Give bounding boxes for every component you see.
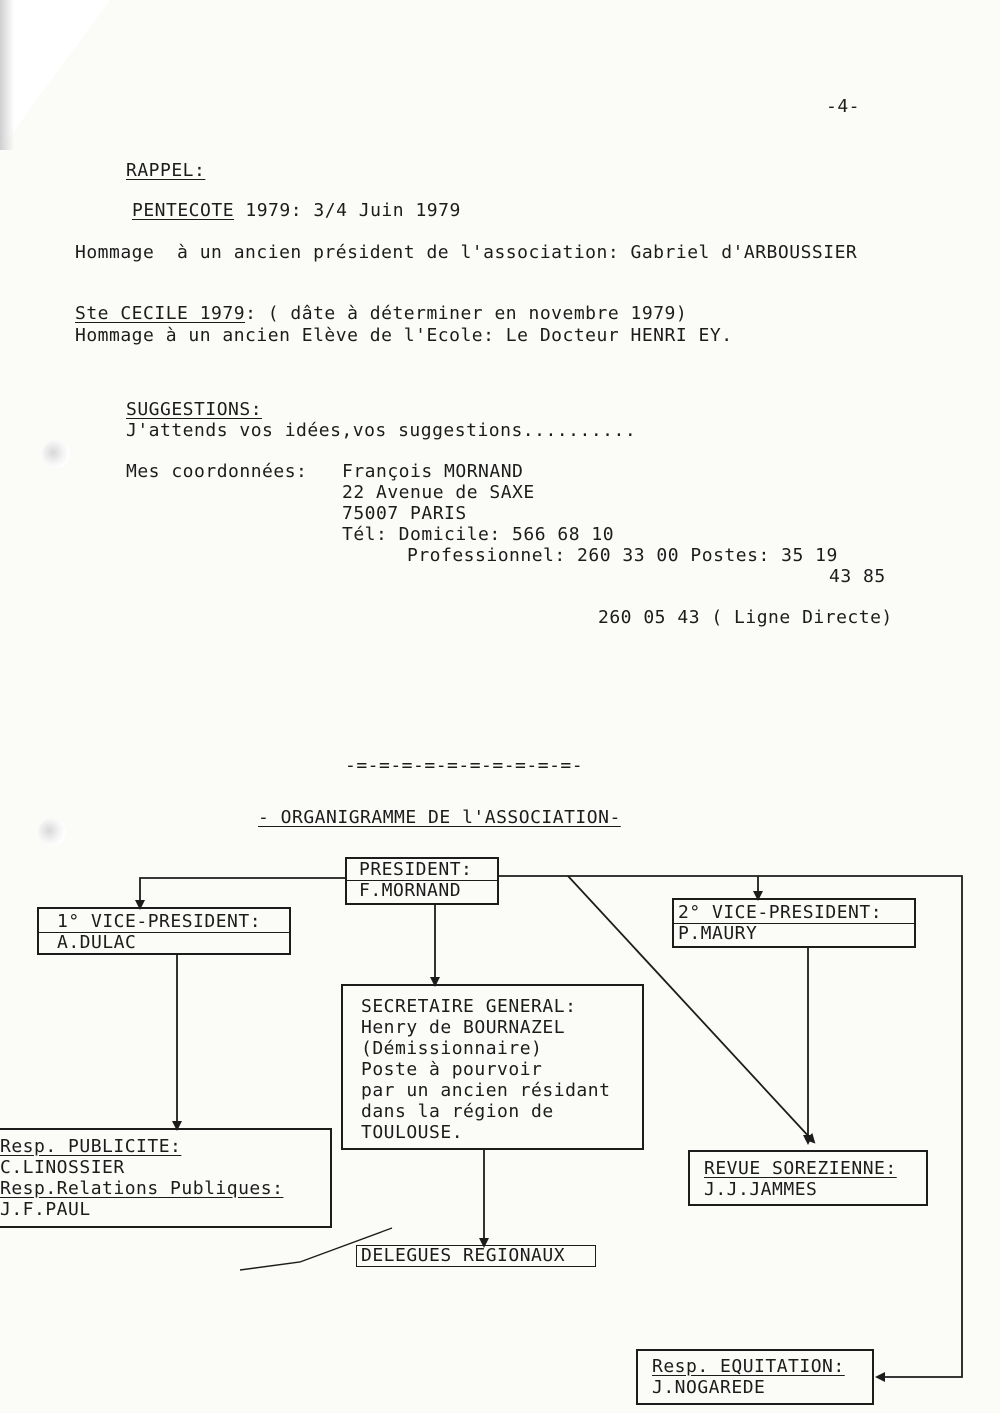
equitation-title: Resp. EQUITATION: xyxy=(652,1356,845,1377)
publicite-box xyxy=(0,1128,332,1228)
secretary-line-2: (Démissionnaire) xyxy=(361,1038,543,1059)
contact-tel-pro-extension: 43 85 xyxy=(829,566,886,587)
contact-street: 22 Avenue de SAXE xyxy=(342,482,535,503)
delegues-label: DELEGUES REGIONAUX xyxy=(361,1245,566,1266)
page-number: -4- xyxy=(826,96,861,117)
secretary-line-4: par un ancien résidant xyxy=(361,1080,611,1101)
president-title: PRESIDENT: xyxy=(359,859,473,880)
secretary-line-3: Poste à pourvoir xyxy=(361,1059,543,1080)
relations-publiques-name: J.F.PAUL xyxy=(0,1199,91,1220)
contact-direct-line: 260 05 43 ( Ligne Directe) xyxy=(598,607,893,628)
secretary-line-5: dans la région de xyxy=(361,1101,554,1122)
suggestions-text: J'attends vos idées,vos suggestions.......... xyxy=(126,420,637,441)
section-separator: -=-=-=-=-=-=-=-=-=-=- xyxy=(345,755,584,776)
contact-tel-home: Tél: Domicile: 566 68 10 xyxy=(342,524,615,545)
president-name: F.MORNAND xyxy=(359,880,462,901)
vp1-title: 1° VICE-PRESIDENT: xyxy=(57,911,262,932)
relations-publiques-title: Resp.Relations Publiques: xyxy=(0,1178,284,1199)
secretary-title: SECRETAIRE GENERAL: xyxy=(361,996,577,1017)
coords-label: Mes coordonnées: xyxy=(126,461,308,482)
contact-tel-pro: Professionnel: 260 33 00 Postes: 35 19 xyxy=(407,545,838,566)
revue-name: J.J.JAMMES xyxy=(704,1179,818,1200)
vp1-name: A.DULAC xyxy=(57,932,137,953)
vp1-box xyxy=(37,907,291,955)
pentecote-label: PENTECOTE xyxy=(132,200,235,221)
publicite-title: Resp. PUBLICITE: xyxy=(0,1136,182,1157)
contact-city: 75007 PARIS xyxy=(342,503,467,524)
vp2-box xyxy=(672,898,916,948)
vp2-name: P.MAURY xyxy=(678,923,758,944)
contact-name: François MORNAND xyxy=(342,461,524,482)
equitation-box xyxy=(636,1349,874,1405)
revue-title: REVUE SOREZIENNE: xyxy=(704,1158,897,1179)
rappel-heading: RAPPEL: xyxy=(126,160,206,181)
president-box xyxy=(345,857,499,905)
org-chart-title: - ORGANIGRAMME DE l'ASSOCIATION- xyxy=(258,807,621,828)
cecile-label: Ste CECILE 1979 xyxy=(75,303,246,324)
vp2-title: 2° VICE-PRESIDENT: xyxy=(678,902,883,923)
suggestions-heading: SUGGESTIONS: xyxy=(126,399,263,420)
revue-box xyxy=(688,1150,928,1206)
delegues-box xyxy=(356,1245,596,1267)
secretary-line-6: TOULOUSE. xyxy=(361,1122,464,1143)
cecile-description: Hommage à un ancien Elève de l'Ecole: Le Docteur HENRI EY. xyxy=(75,325,733,346)
secretary-box xyxy=(341,984,644,1150)
pentecote-description: Hommage à un ancien président de l'association: Gabriel d'ARBOUSSIER xyxy=(75,242,858,263)
publicite-name: C.LINOSSIER xyxy=(0,1157,125,1178)
equitation-name: J.NOGAREDE xyxy=(652,1377,766,1398)
secretary-line-1: Henry de BOURNAZEL xyxy=(361,1017,566,1038)
cecile-date: : ( dâte à déterminer en novembre 1979) xyxy=(245,303,688,324)
pentecote-date: 1979: 3/4 Juin 1979 xyxy=(234,200,461,221)
